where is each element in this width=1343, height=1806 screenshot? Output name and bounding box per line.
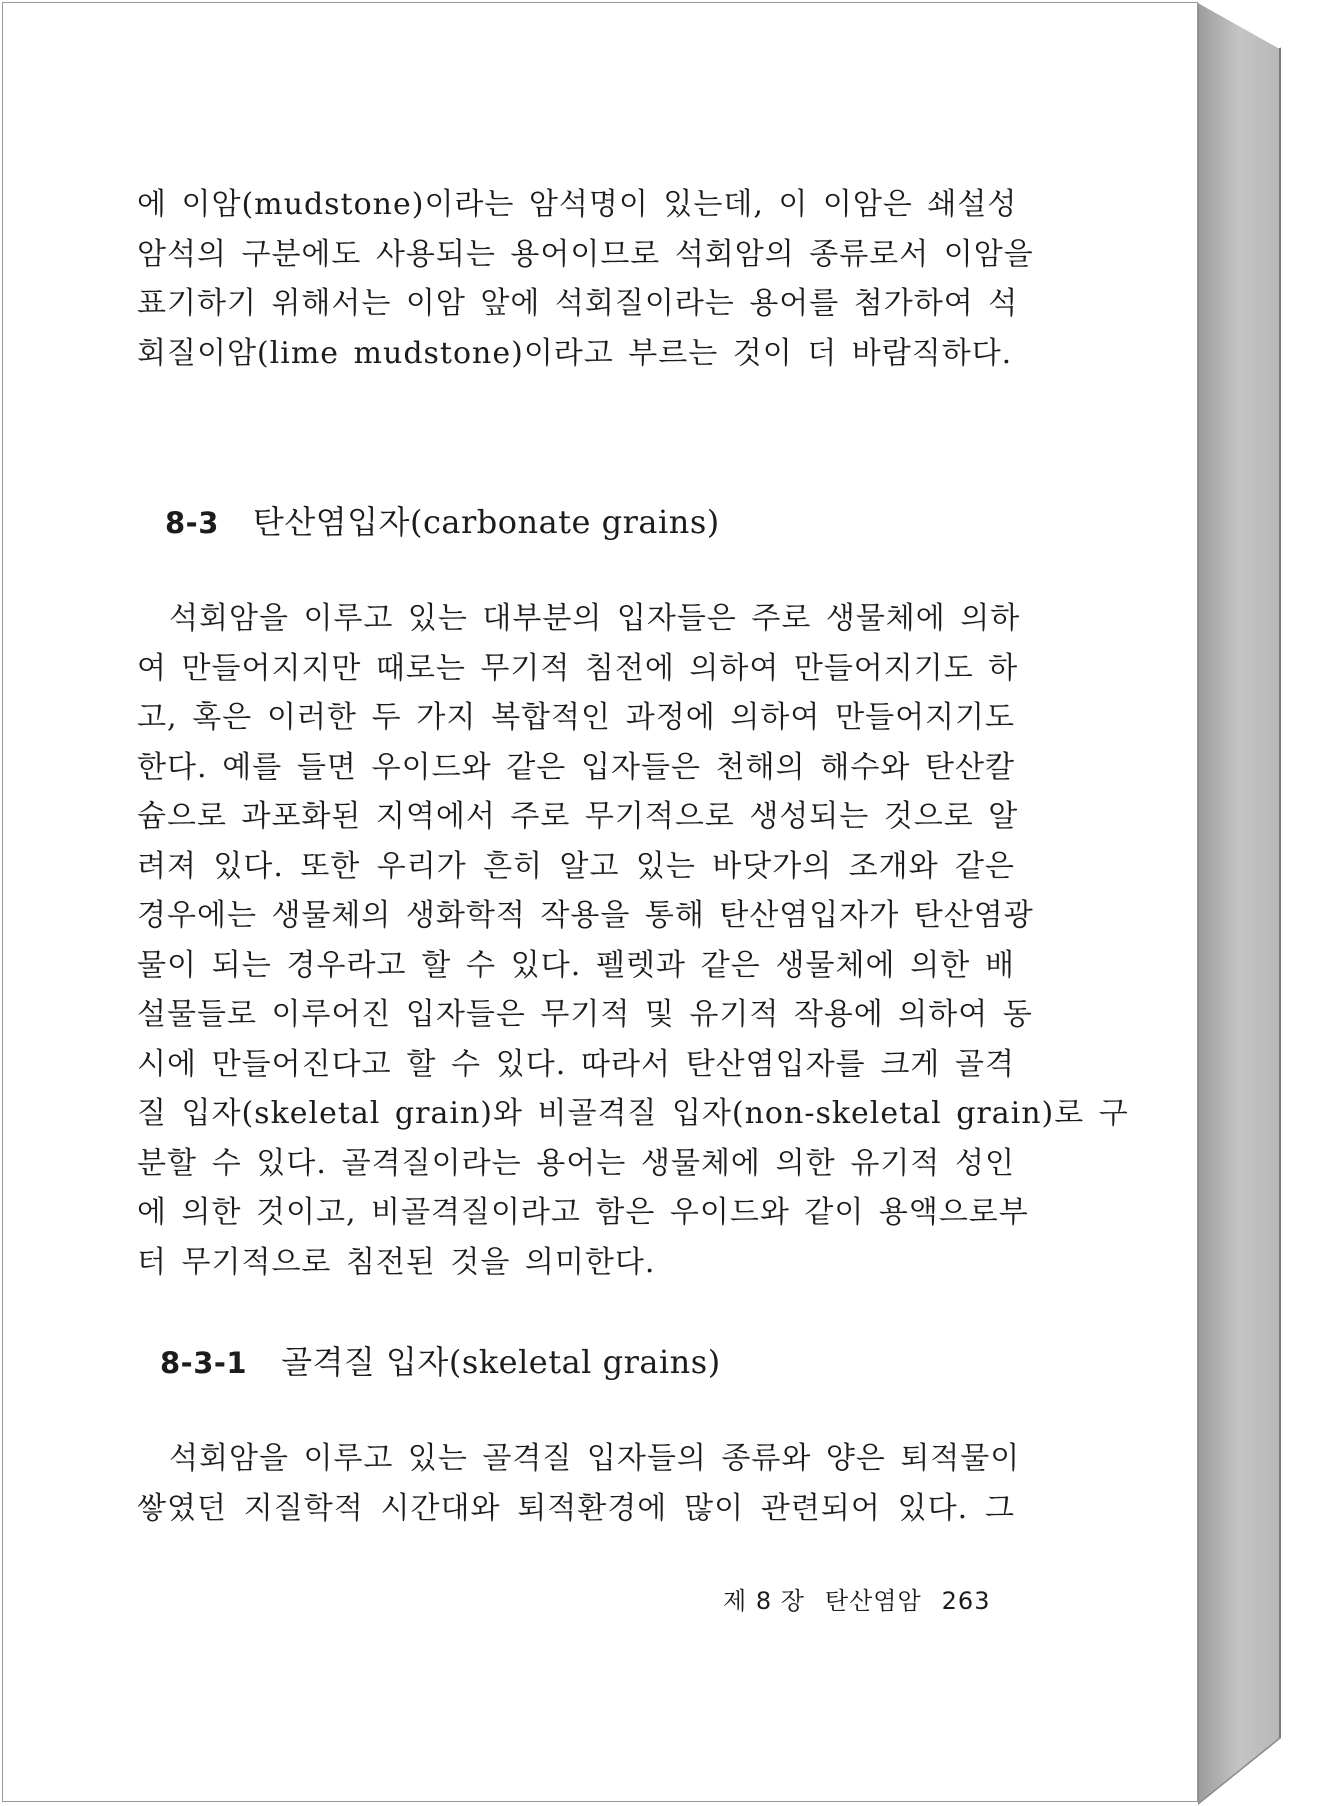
section-title: 탄산염입자(carbonate grains) [252, 503, 720, 541]
paragraph-line: 설물들로 이루어진 입자들은 무기적 및 유기적 작용에 의하여 동 [137, 997, 1033, 1032]
paragraph-skeletal-grains [137, 1434, 1021, 1533]
paragraph-line: 에 이암(mudstone)이라는 암석명이 있는데, 이 이암은 쇄설성 [137, 187, 1018, 222]
paragraph-line: 려져 있다. 또한 우리가 흔히 알고 있는 바닷가의 조개와 같은 [137, 848, 1015, 884]
paragraph-carbonate-grains [137, 594, 1129, 1287]
section-number: 8-3-1 [160, 1346, 248, 1380]
section-heading-8-3-1 [160, 1337, 721, 1383]
book-side-edge [1198, 0, 1343, 1806]
section-heading-8-3 [165, 497, 720, 543]
paragraph-line: 쌓였던 지질학적 시간대와 퇴적환경에 많이 관련되어 있다. 그 [137, 1490, 1015, 1526]
paragraph-line: 암석의 구분에도 사용되는 용어이므로 석회암의 종류로서 이암을 [137, 236, 1034, 272]
paragraph-line: 석회암을 이루고 있는 대부분의 입자들은 주로 생물체에 의하 [169, 601, 1021, 636]
paragraph-line: 한다. 예를 들면 우이드와 같은 입자들은 천해의 해수와 탄산칼 [137, 749, 1015, 785]
footer-chapter: 제 8 장 [723, 1587, 805, 1615]
paragraph-line: 경우에는 생물체의 생화학적 작용을 통해 탄산염입자가 탄산염광 [137, 898, 1034, 933]
paragraph-line: 고, 혹은 이러한 두 가지 복합적인 과정에 의하여 만들어지기도 [137, 700, 1015, 735]
paragraph-mudstone-continuation [137, 180, 1034, 378]
footer-chapter-title: 탄산염암 [824, 1587, 922, 1615]
paragraph-line: 터 무기적으로 침전된 것을 의미한다. [137, 1244, 656, 1280]
section-number: 8-3 [165, 506, 219, 540]
paragraph-line: 물이 되는 경우라고 할 수 있다. 펠렛과 같은 생물체에 의한 배 [137, 947, 1015, 983]
page-number: 263 [941, 1587, 991, 1615]
page-footer [723, 1581, 990, 1616]
paragraph-line: 여 만들어지지만 때로는 무기적 침전에 의하여 만들어지기도 하 [137, 650, 1019, 686]
paragraph-line: 질 입자(skeletal grain)와 비골격질 입자(non-skeletal grain)로 구 [137, 1096, 1129, 1131]
paragraph-line: 슘으로 과포화된 지역에서 주로 무기적으로 생성되는 것으로 알 [137, 799, 1019, 834]
paragraph-line: 분할 수 있다. 골격질이라는 용어는 생물체에 의한 유기적 성인 [137, 1145, 1015, 1181]
paragraph-line: 시에 만들어진다고 할 수 있다. 따라서 탄산염입자를 크게 골격 [137, 1046, 1015, 1082]
paragraph-line: 에 의한 것이고, 비골격질이라고 함은 우이드와 같이 용액으로부 [137, 1195, 1029, 1230]
paragraph-line: 표기하기 위해서는 이암 앞에 석회질이라는 용어를 첨가하여 석 [137, 286, 1019, 321]
paragraph-line: 회질이암(lime mudstone)이라고 부르는 것이 더 바람직하다. [137, 335, 1013, 371]
section-title: 골격질 입자(skeletal grains) [281, 1343, 721, 1381]
book-page [2, 2, 1198, 1802]
paragraph-line: 석회암을 이루고 있는 골격질 입자들의 종류와 양은 퇴적물이 [169, 1441, 1021, 1476]
